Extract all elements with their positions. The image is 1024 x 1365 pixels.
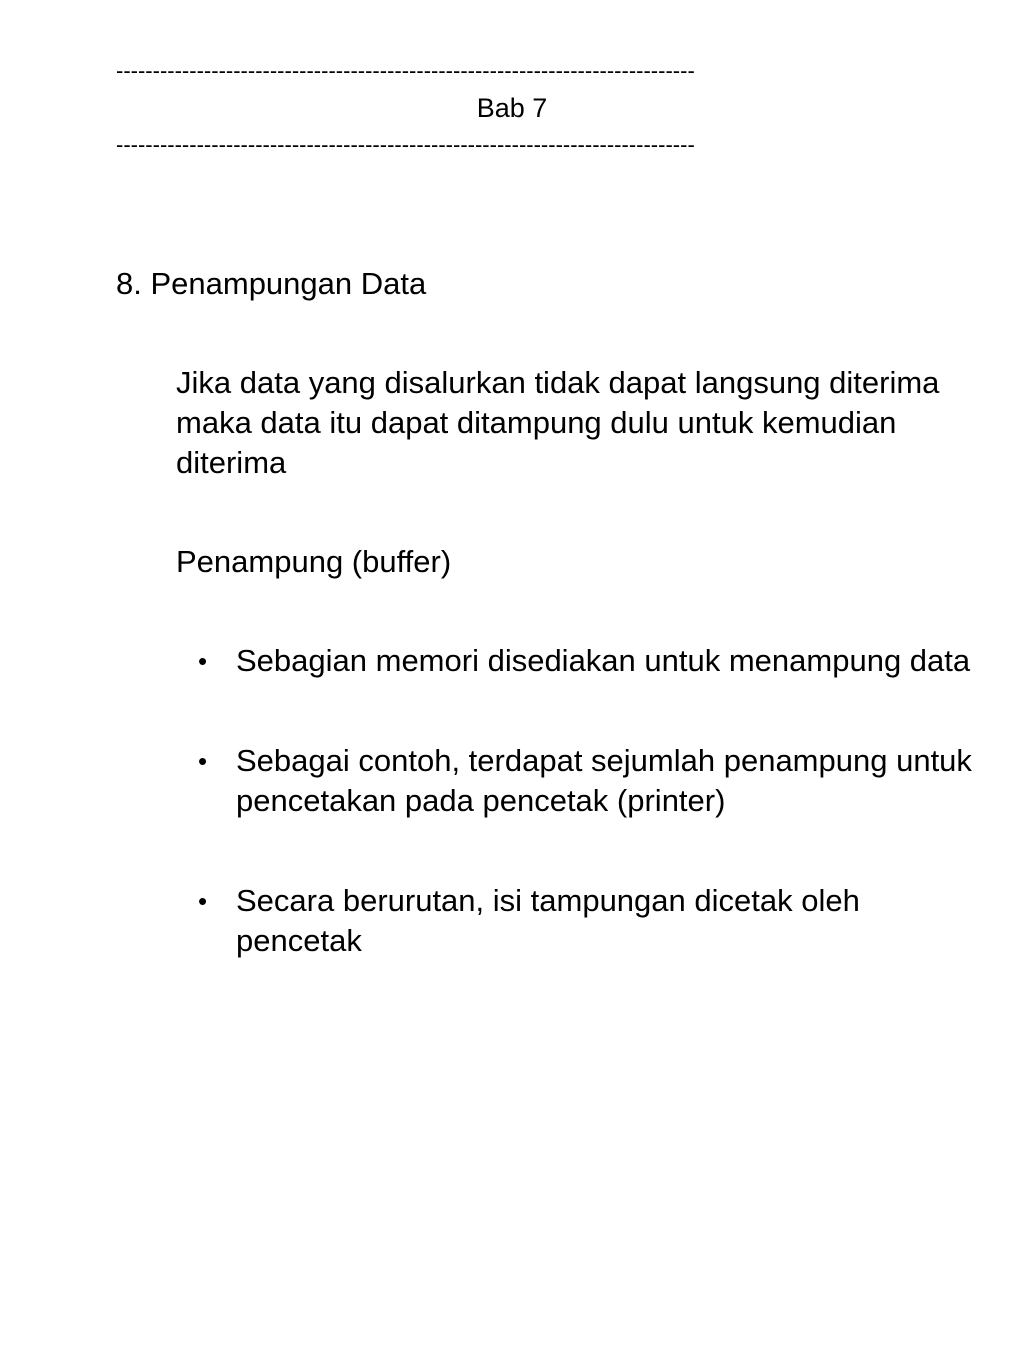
list-item <box>196 881 986 961</box>
bullet-icon: • <box>198 646 208 676</box>
bullet-icon: • <box>198 886 208 916</box>
bullet-list <box>196 641 986 1021</box>
intro-paragraph: Jika data yang disalurkan tidak dapat langsung diterima maka data itu dapat ditampung dulu untuk kemudian diterima <box>176 365 940 480</box>
section-heading: 8. Penampungan Data <box>116 266 427 301</box>
bullet-icon: • <box>198 746 208 776</box>
chapter-title: Bab 7 <box>476 93 548 123</box>
header-dash-line-top: ------------------------------------------------------------------------------- <box>116 58 695 83</box>
list-item-text: Sebagian memori disediakan untuk menampung data <box>236 643 971 678</box>
list-item <box>196 741 986 821</box>
list-item-text: Sebagai contoh, terdapat sejumlah penampung untuk pencetakan pada pencetak (printer) <box>236 743 972 818</box>
list-item <box>196 641 986 681</box>
buffer-subheading: Penampung (buffer) <box>176 544 452 579</box>
header-dash-line-bottom: ------------------------------------------------------------------------------- <box>116 132 695 157</box>
list-item-text: Secara berurutan, isi tampungan dicetak oleh pencetak <box>236 883 860 958</box>
